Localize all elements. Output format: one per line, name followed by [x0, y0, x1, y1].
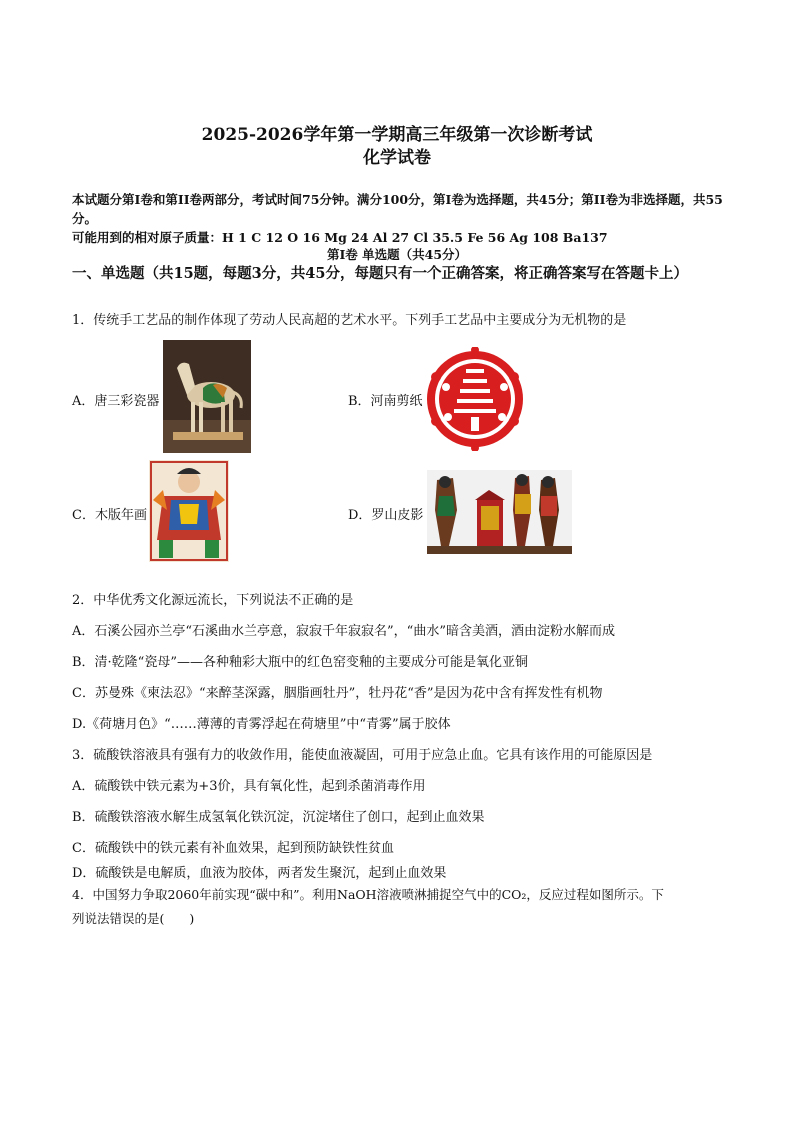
q1-option-b: B．河南剪纸 — [348, 394, 423, 409]
q2-option-b: B．清·乾隆“瓷母”——各种釉彩大瓶中的红色窑变釉的主要成分可能是氧化亚铜 — [72, 655, 528, 670]
q1-option-c: C．木版年画 — [72, 508, 147, 523]
woodblock-print-image — [149, 460, 229, 562]
question-1-stem: 1．传统手工艺品的制作体现了劳动人民高超的艺术水平。下列手工艺品中主要成分为无机物的是 — [72, 313, 627, 328]
exam-instructions: 本试题分第I卷和第II卷两部分，考试时间75分钟。满分100分，第I卷为选择题，共45分；第II卷为非选择题，共55分。 — [72, 192, 723, 226]
part-heading: 一、单选题（共15题，每题3分，共45分，每题只有一个正确答案，将正确答案写在答题卡上） — [72, 265, 688, 282]
q3-option-b: B．硫酸铁溶液水解生成氢氧化铁沉淀，沉淀堵住了创口，起到止血效果 — [72, 810, 485, 825]
atomic-masses: 可能用到的相对原子质量：H 1 C 12 O 16 Mg 24 Al 27 Cl 35.5 Fe 56 Ag 108 Ba137 — [72, 230, 608, 245]
question-3-stem: 3．硫酸铁溶液具有强有力的收敛作用，能使血液凝固，可用于应急止血。它具有该作用的可能原因是 — [72, 748, 653, 763]
q3-option-d: D．硫酸铁是电解质，血液为胶体，两者发生聚沉，起到止血效果 — [72, 866, 447, 881]
tang-sancai-horse-image — [163, 340, 251, 453]
q3-option-c: C．硫酸铁中的铁元素有补血效果，起到预防缺铁性贫血 — [72, 841, 394, 856]
exam-title: 2025-2026学年第一学期高三年级第一次诊断考试 — [201, 125, 593, 145]
question-2-stem: 2．中华优秀文化源远流长，下列说法不正确的是 — [72, 593, 354, 608]
exam-subtitle: 化学试卷 — [363, 148, 431, 168]
paper-cut-image — [426, 347, 524, 451]
q1-option-d: D．罗山皮影 — [348, 508, 424, 523]
q2-option-c: C．苏曼殊《柬法忍》“来醉茎深露，胭脂画牡丹”，牡丹花“香”是因为花中含有挥发性有机物 — [72, 686, 603, 701]
shadow-puppet-image — [427, 470, 572, 554]
q2-option-d: D.《荷塘月色》“……薄薄的青雾浮起在荷塘里”中“青雾”属于胶体 — [72, 717, 451, 732]
section-title: 第I卷 单选题（共45分） — [326, 247, 468, 262]
question-4-stem-line1: 4．中国努力争取2060年前实现“碳中和”。利用NaOH溶液喷淋捕捉空气中的CO₂，反应过程如图所示。下 — [72, 887, 664, 902]
question-4-stem-line2: 列说法错误的是( ) — [72, 911, 195, 926]
q1-option-a: A．唐三彩瓷器 — [72, 394, 160, 409]
q2-option-a: A．石溪公园亦兰亭“石溪曲水兰亭意，寂寂千年寂寂名”，“曲水”暗含美酒，酒由淀粉水解而成 — [72, 624, 615, 639]
q3-option-a: A．硫酸铁中铁元素为+3价，具有氧化性，起到杀菌消毒作用 — [72, 779, 426, 794]
